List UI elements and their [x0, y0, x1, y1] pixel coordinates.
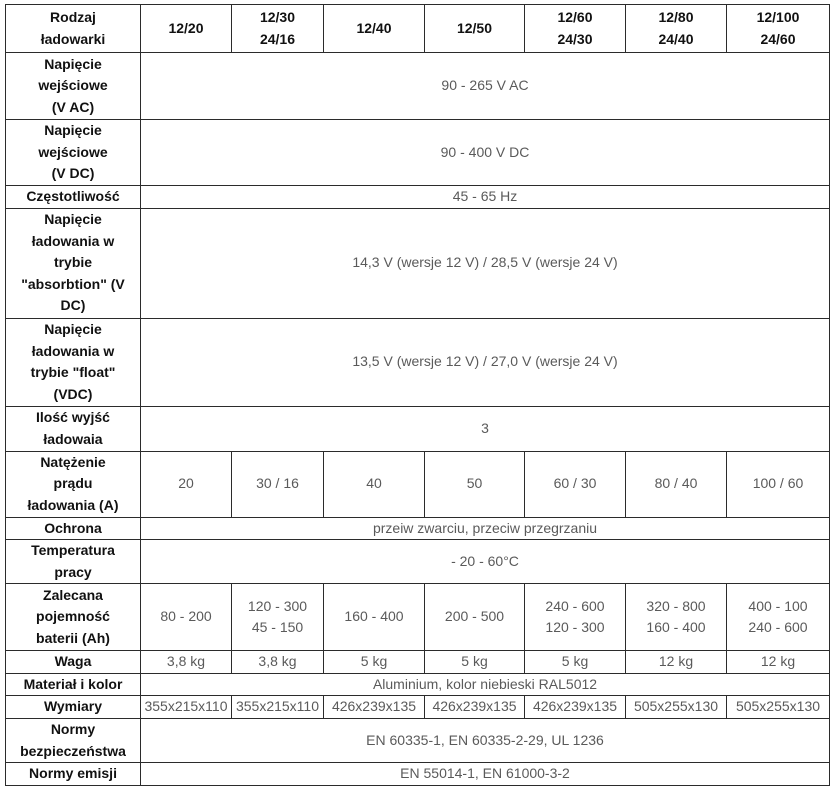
- cell-text-line: "absorbtion" (V: [21, 275, 125, 292]
- cell-text-line: 3,8 kg: [166, 653, 206, 669]
- row-current: [6, 451, 830, 517]
- row-label-cell: [6, 696, 141, 719]
- cell-text-line: Napięcie: [44, 122, 102, 139]
- cell-text-line: Temperatura: [31, 542, 115, 558]
- cell-text-line: 20: [178, 475, 194, 492]
- row-value-cell: 90 - 400 V DC: [141, 120, 830, 186]
- row-value-cell: Aluminium, kolor niebieski RAL5012: [141, 673, 830, 696]
- cell-text-line: 12/50: [456, 19, 493, 36]
- row-value-cell: 45 - 65 Hz: [141, 186, 830, 209]
- cell-text-line: 3,8 kg: [258, 653, 297, 669]
- cell-text-line: Wymiary: [43, 698, 103, 715]
- cell-text-line: 12/80: [658, 9, 694, 25]
- row-label-cell: [6, 763, 141, 786]
- value-cell: [324, 451, 425, 517]
- cell-text-line: 120 - 300: [545, 619, 605, 635]
- value-cell: [626, 651, 727, 674]
- cell-text-line: Normy emisji: [29, 765, 117, 782]
- row-dimensions: [6, 696, 830, 719]
- cell-text-line: 426x239x135: [331, 698, 417, 715]
- value-cell: [626, 451, 727, 517]
- cell-text-line: ładowania w: [31, 342, 115, 359]
- cell-text-line: 50: [466, 475, 483, 492]
- value-cell: [425, 651, 525, 674]
- cell-text-line: 400 - 100: [748, 597, 808, 614]
- value-cell: [525, 696, 626, 719]
- row-weight: [6, 651, 830, 674]
- cell-text-line: (V AC): [51, 98, 95, 115]
- row-label-cell: [6, 584, 141, 651]
- row-value-cell: - 20 - 60°C: [141, 540, 830, 584]
- cell-text-line: 100 / 60: [752, 475, 804, 492]
- row-label-cell: [6, 540, 141, 584]
- cell-text-line: Normy: [50, 721, 96, 737]
- cell-text-line: 5 kg: [360, 653, 388, 669]
- cell-text-line: 240 - 600: [545, 597, 605, 614]
- cell-text-line: 12/100: [756, 9, 800, 25]
- value-cell: [525, 451, 626, 517]
- value-cell: [727, 651, 830, 674]
- row-input-ac: [6, 53, 830, 120]
- row-input-dc: [6, 120, 830, 186]
- cell-text-line: Waga: [54, 653, 92, 669]
- cell-text-line: 80 / 40: [654, 475, 698, 492]
- cell-text-line: ładowaia: [43, 430, 103, 447]
- cell-text-line: pojemność: [36, 608, 110, 625]
- value-cell: [727, 451, 830, 517]
- cell-text-line: Napięcie: [44, 55, 102, 72]
- value-cell: [141, 451, 232, 517]
- cell-text-line: trybie "float": [30, 364, 116, 380]
- row-temperature: [6, 540, 830, 584]
- cell-text-line: Materiał i kolor: [23, 675, 123, 692]
- value-cell: [141, 584, 232, 651]
- cell-text-line: 12 kg: [658, 653, 694, 669]
- cell-text-line: 12/60: [557, 9, 593, 25]
- header-row: [6, 5, 830, 53]
- cell-text-line: 80 - 200: [160, 608, 212, 625]
- row-label-cell: [6, 673, 141, 696]
- row-label-cell: [6, 186, 141, 209]
- cell-text-line: ładowarki: [40, 30, 106, 47]
- value-cell: [425, 451, 525, 517]
- value-cell: [727, 584, 830, 651]
- cell-text-line: 12/40: [356, 19, 392, 36]
- cell-text-line: wejściowe: [38, 77, 108, 94]
- cell-text-line: 426x239x135: [532, 698, 618, 715]
- cell-text-line: ładowania w: [31, 232, 115, 249]
- model-header-cell: [626, 5, 727, 53]
- cell-text-line: 355x215x110: [144, 698, 228, 715]
- cell-text-line: 40: [366, 475, 382, 492]
- cell-text-line: 200 - 500: [444, 608, 505, 625]
- cell-text-line: bezpieczeństwa: [20, 742, 126, 759]
- cell-text-line: 160 - 400: [646, 619, 706, 635]
- value-cell: [232, 696, 324, 719]
- cell-text-line: 5 kg: [561, 653, 589, 669]
- value-cell: [141, 696, 232, 719]
- cell-text-line: 320 - 800: [646, 597, 706, 614]
- row-float: [6, 318, 830, 406]
- cell-text-line: 240 - 600: [748, 619, 808, 635]
- model-header-cell: [141, 5, 232, 53]
- cell-text-line: wejściowe: [38, 143, 108, 160]
- row-frequency: [6, 186, 830, 209]
- row-value-cell: 90 - 265 V AC: [141, 53, 830, 120]
- value-cell: [232, 651, 324, 674]
- spec-table: [5, 4, 830, 786]
- model-header-cell: [324, 5, 425, 53]
- row-material: [6, 673, 830, 696]
- cell-text-line: Natężenie: [40, 453, 106, 470]
- row-label-cell: [6, 451, 141, 517]
- value-cell: [232, 451, 324, 517]
- cell-text-line: 12 kg: [760, 653, 796, 669]
- cell-text-line: 160 - 400: [344, 608, 404, 625]
- row-value-cell: 3: [141, 406, 830, 451]
- value-cell: [425, 584, 525, 651]
- value-cell: [425, 696, 525, 719]
- row-label-cell: [6, 120, 141, 186]
- cell-text-line: pracy: [54, 563, 92, 580]
- value-cell: [727, 696, 830, 719]
- cell-text-line: DC): [60, 297, 86, 314]
- cell-text-line: 505x255x130: [633, 698, 719, 715]
- row-value-cell: EN 60335-1, EN 60335-2-29, UL 1236: [141, 719, 830, 763]
- row-label-cell: [6, 651, 141, 674]
- row-capacity: [6, 584, 830, 651]
- cell-text-line: 24/30: [557, 30, 593, 47]
- model-header-cell: [727, 5, 830, 53]
- cell-text-line: 505x255x130: [735, 698, 821, 715]
- cell-text-line: Rodzaj: [50, 9, 96, 25]
- cell-text-line: 24/40: [658, 30, 694, 47]
- row-label-cell: [6, 517, 141, 540]
- value-cell: [626, 584, 727, 651]
- value-cell: [324, 651, 425, 674]
- cell-text-line: 12/20: [168, 19, 204, 36]
- row-label-cell: [6, 318, 141, 406]
- model-header-cell: [232, 5, 324, 53]
- row-label-cell: [6, 53, 141, 120]
- model-header-cell: [425, 5, 525, 53]
- cell-text-line: Napięcie: [44, 211, 102, 228]
- row-absorption: [6, 208, 830, 318]
- row-value-cell: 14,3 V (wersje 12 V) / 28,5 V (wersje 24 V): [141, 208, 830, 318]
- row-label-cell: [6, 208, 141, 318]
- cell-text-line: 120 - 300: [247, 597, 308, 614]
- cell-text-line: Napięcie: [44, 321, 102, 337]
- row-emission: [6, 763, 830, 786]
- cell-text-line: Zalecana: [43, 586, 103, 603]
- cell-text-line: 45 - 150: [251, 619, 304, 635]
- row-label-cell: [6, 406, 141, 451]
- cell-text-line: 5 kg: [461, 653, 488, 669]
- value-cell: [324, 696, 425, 719]
- cell-text-line: 426x239x135: [432, 698, 517, 715]
- cell-text-line: 24/16: [259, 30, 296, 47]
- cell-text-line: Ochrona: [44, 519, 102, 536]
- header-label-cell: [6, 5, 141, 53]
- cell-text-line: prądu: [53, 475, 93, 492]
- cell-text-line: 12/30: [259, 9, 296, 25]
- model-header-cell: [525, 5, 626, 53]
- value-cell: [525, 584, 626, 651]
- value-cell: [626, 696, 727, 719]
- row-label-cell: [6, 719, 141, 763]
- cell-text-line: 30 / 16: [256, 475, 299, 492]
- row-value-cell: przeiw zwarciu, przeciw przegrzaniu: [141, 517, 830, 540]
- cell-text-line: 60 / 30: [553, 475, 597, 492]
- row-outputs: [6, 406, 830, 451]
- cell-text-line: ładowania (A): [27, 496, 119, 513]
- cell-text-line: 24/60: [760, 30, 796, 47]
- cell-text-line: Częstotliwość: [26, 188, 120, 204]
- cell-text-line: Ilość wyjść: [36, 409, 110, 425]
- row-safety: [6, 719, 830, 763]
- cell-text-line: baterii (Ah): [36, 629, 110, 646]
- cell-text-line: trybie: [53, 254, 93, 271]
- value-cell: [141, 651, 232, 674]
- cell-text-line: (V DC): [51, 165, 95, 182]
- value-cell: [324, 584, 425, 651]
- row-value-cell: 13,5 V (wersje 12 V) / 27,0 V (wersje 24 V): [141, 318, 830, 406]
- row-protection: [6, 517, 830, 540]
- cell-text-line: 355x215x110: [235, 698, 320, 715]
- value-cell: [525, 651, 626, 674]
- row-value-cell: EN 55014-1, EN 61000-3-2: [141, 763, 830, 786]
- cell-text-line: (VDC): [53, 385, 93, 402]
- value-cell: [232, 584, 324, 651]
